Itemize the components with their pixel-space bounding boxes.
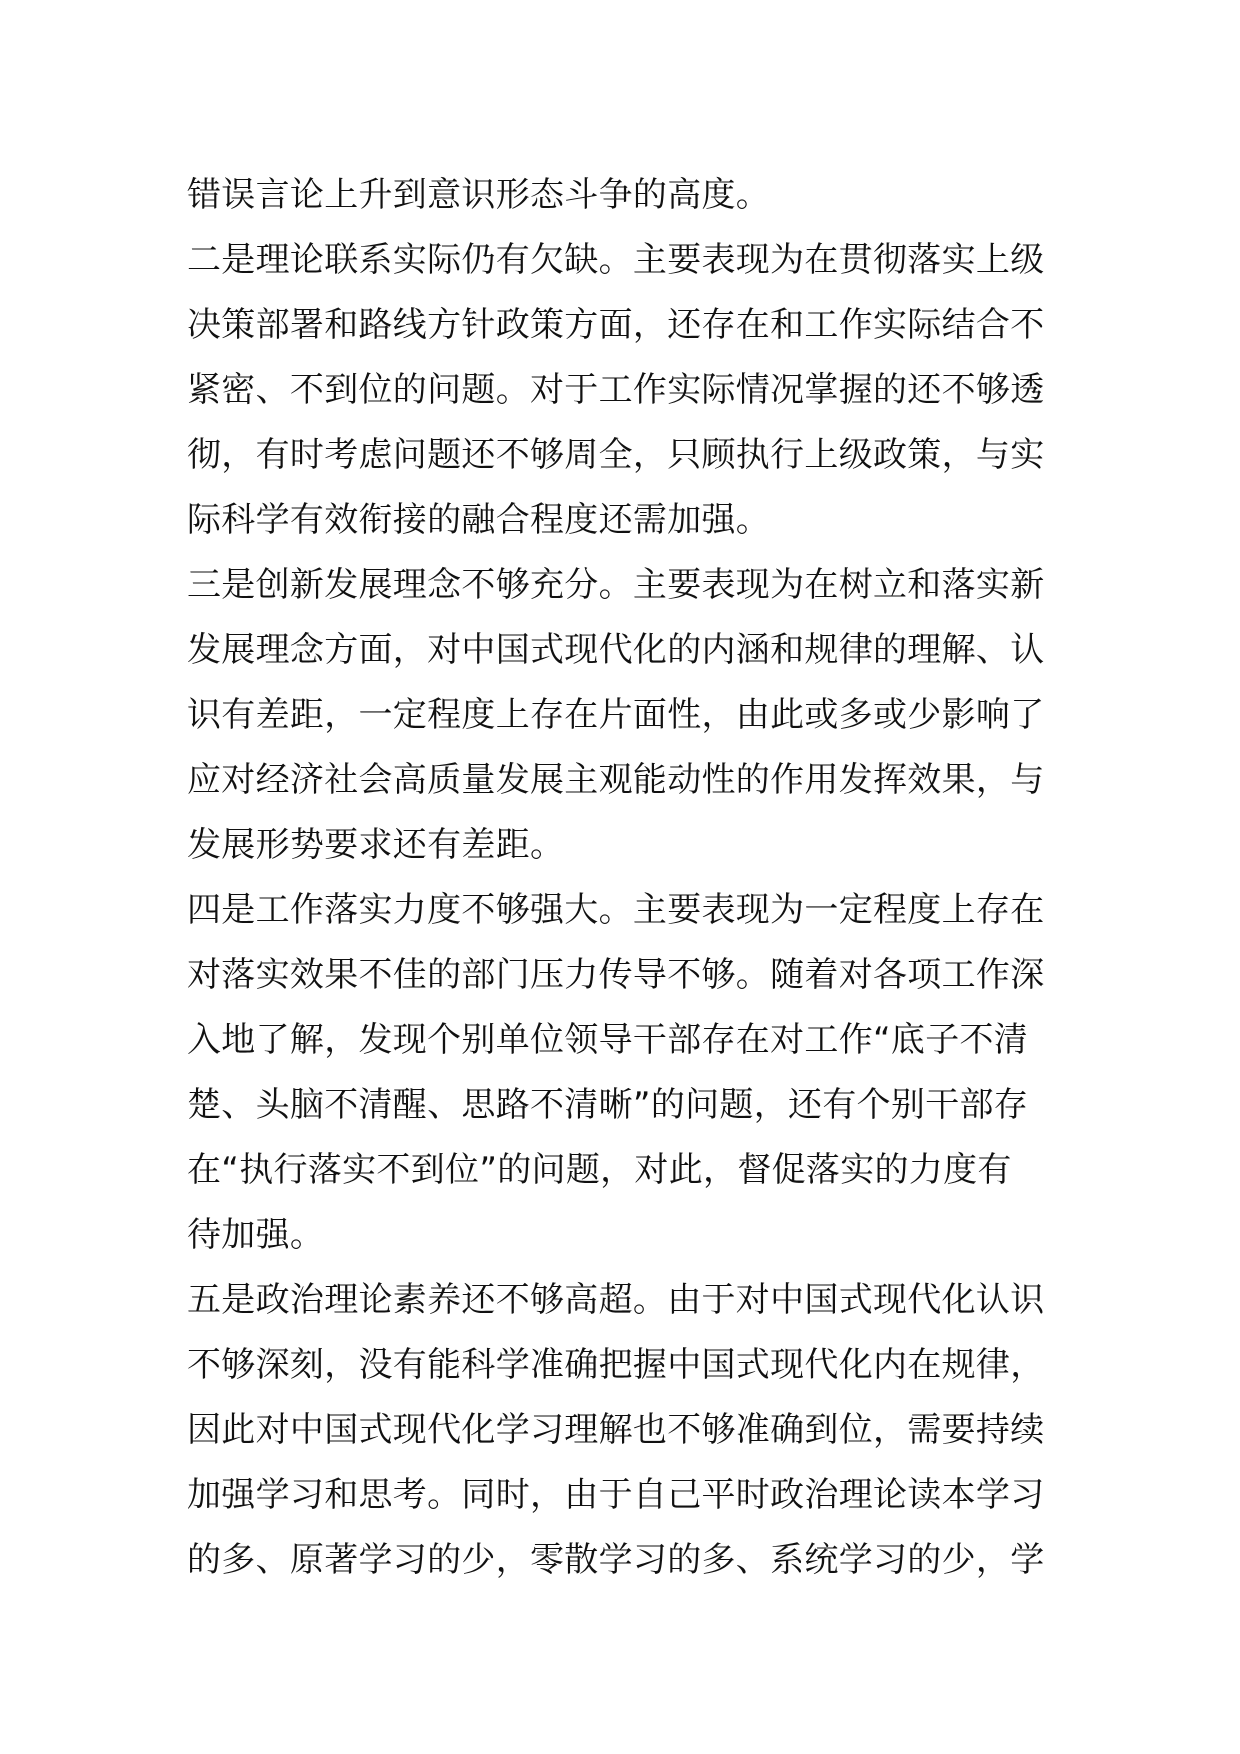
text-line: 彻，有时考虑问题还不够周全，只顾执行上级政策，与实 xyxy=(187,435,1045,475)
text-line: 发展形势要求还有差距。 xyxy=(187,825,565,865)
text-line: 的多、原著学习的少，零散学习的多、系统学习的少，学 xyxy=(187,1540,1045,1580)
text-line: 三是创新发展理念不够充分。主要表现为在树立和落实新 xyxy=(187,565,1045,605)
text-line: 楚、头脑不清醒、思路不清晰”的问题，还有个别干部存 xyxy=(187,1085,1029,1125)
body-text xyxy=(187,163,1067,1593)
text-line: 决策部署和路线方针政策方面，还存在和工作实际结合不 xyxy=(187,305,1045,345)
text-line: 应对经济社会高质量发展主观能动性的作用发挥效果，与 xyxy=(187,760,1045,800)
text-line: 发展理念方面，对中国式现代化的内涵和规律的理解、认 xyxy=(187,630,1045,670)
text-line: 加强学习和思考。同时，由于自己平时政治理论读本学习 xyxy=(187,1475,1045,1515)
text-line: 识有差距，一定程度上存在片面性，由此或多或少影响了 xyxy=(187,695,1045,735)
text-line: 入地了解，发现个别单位领导干部存在对工作“底子不清 xyxy=(187,1020,1029,1060)
text-line: 际科学有效衔接的融合程度还需加强。 xyxy=(187,500,771,540)
text-line: 二是理论联系实际仍有欠缺。主要表现为在贯彻落实上级 xyxy=(187,240,1045,280)
text-line: 因此对中国式现代化学习理解也不够准确到位，需要持续 xyxy=(187,1410,1045,1450)
text-line: 对落实效果不佳的部门压力传导不够。随着对各项工作深 xyxy=(187,955,1045,995)
text-line: 错误言论上升到意识形态斗争的高度。 xyxy=(187,175,771,215)
text-line: 在“执行落实不到位”的问题，对此，督促落实的力度有 xyxy=(187,1150,1012,1190)
text-line: 四是工作落实力度不够强大。主要表现为一定程度上存在 xyxy=(187,890,1045,930)
text-line: 不够深刻，没有能科学准确把握中国式现代化内在规律， xyxy=(187,1345,1045,1385)
text-line: 紧密、不到位的问题。对于工作实际情况掌握的还不够透 xyxy=(187,370,1045,410)
text-line: 五是政治理论素养还不够高超。由于对中国式现代化认识 xyxy=(187,1280,1045,1320)
text-line: 待加强。 xyxy=(187,1215,325,1255)
